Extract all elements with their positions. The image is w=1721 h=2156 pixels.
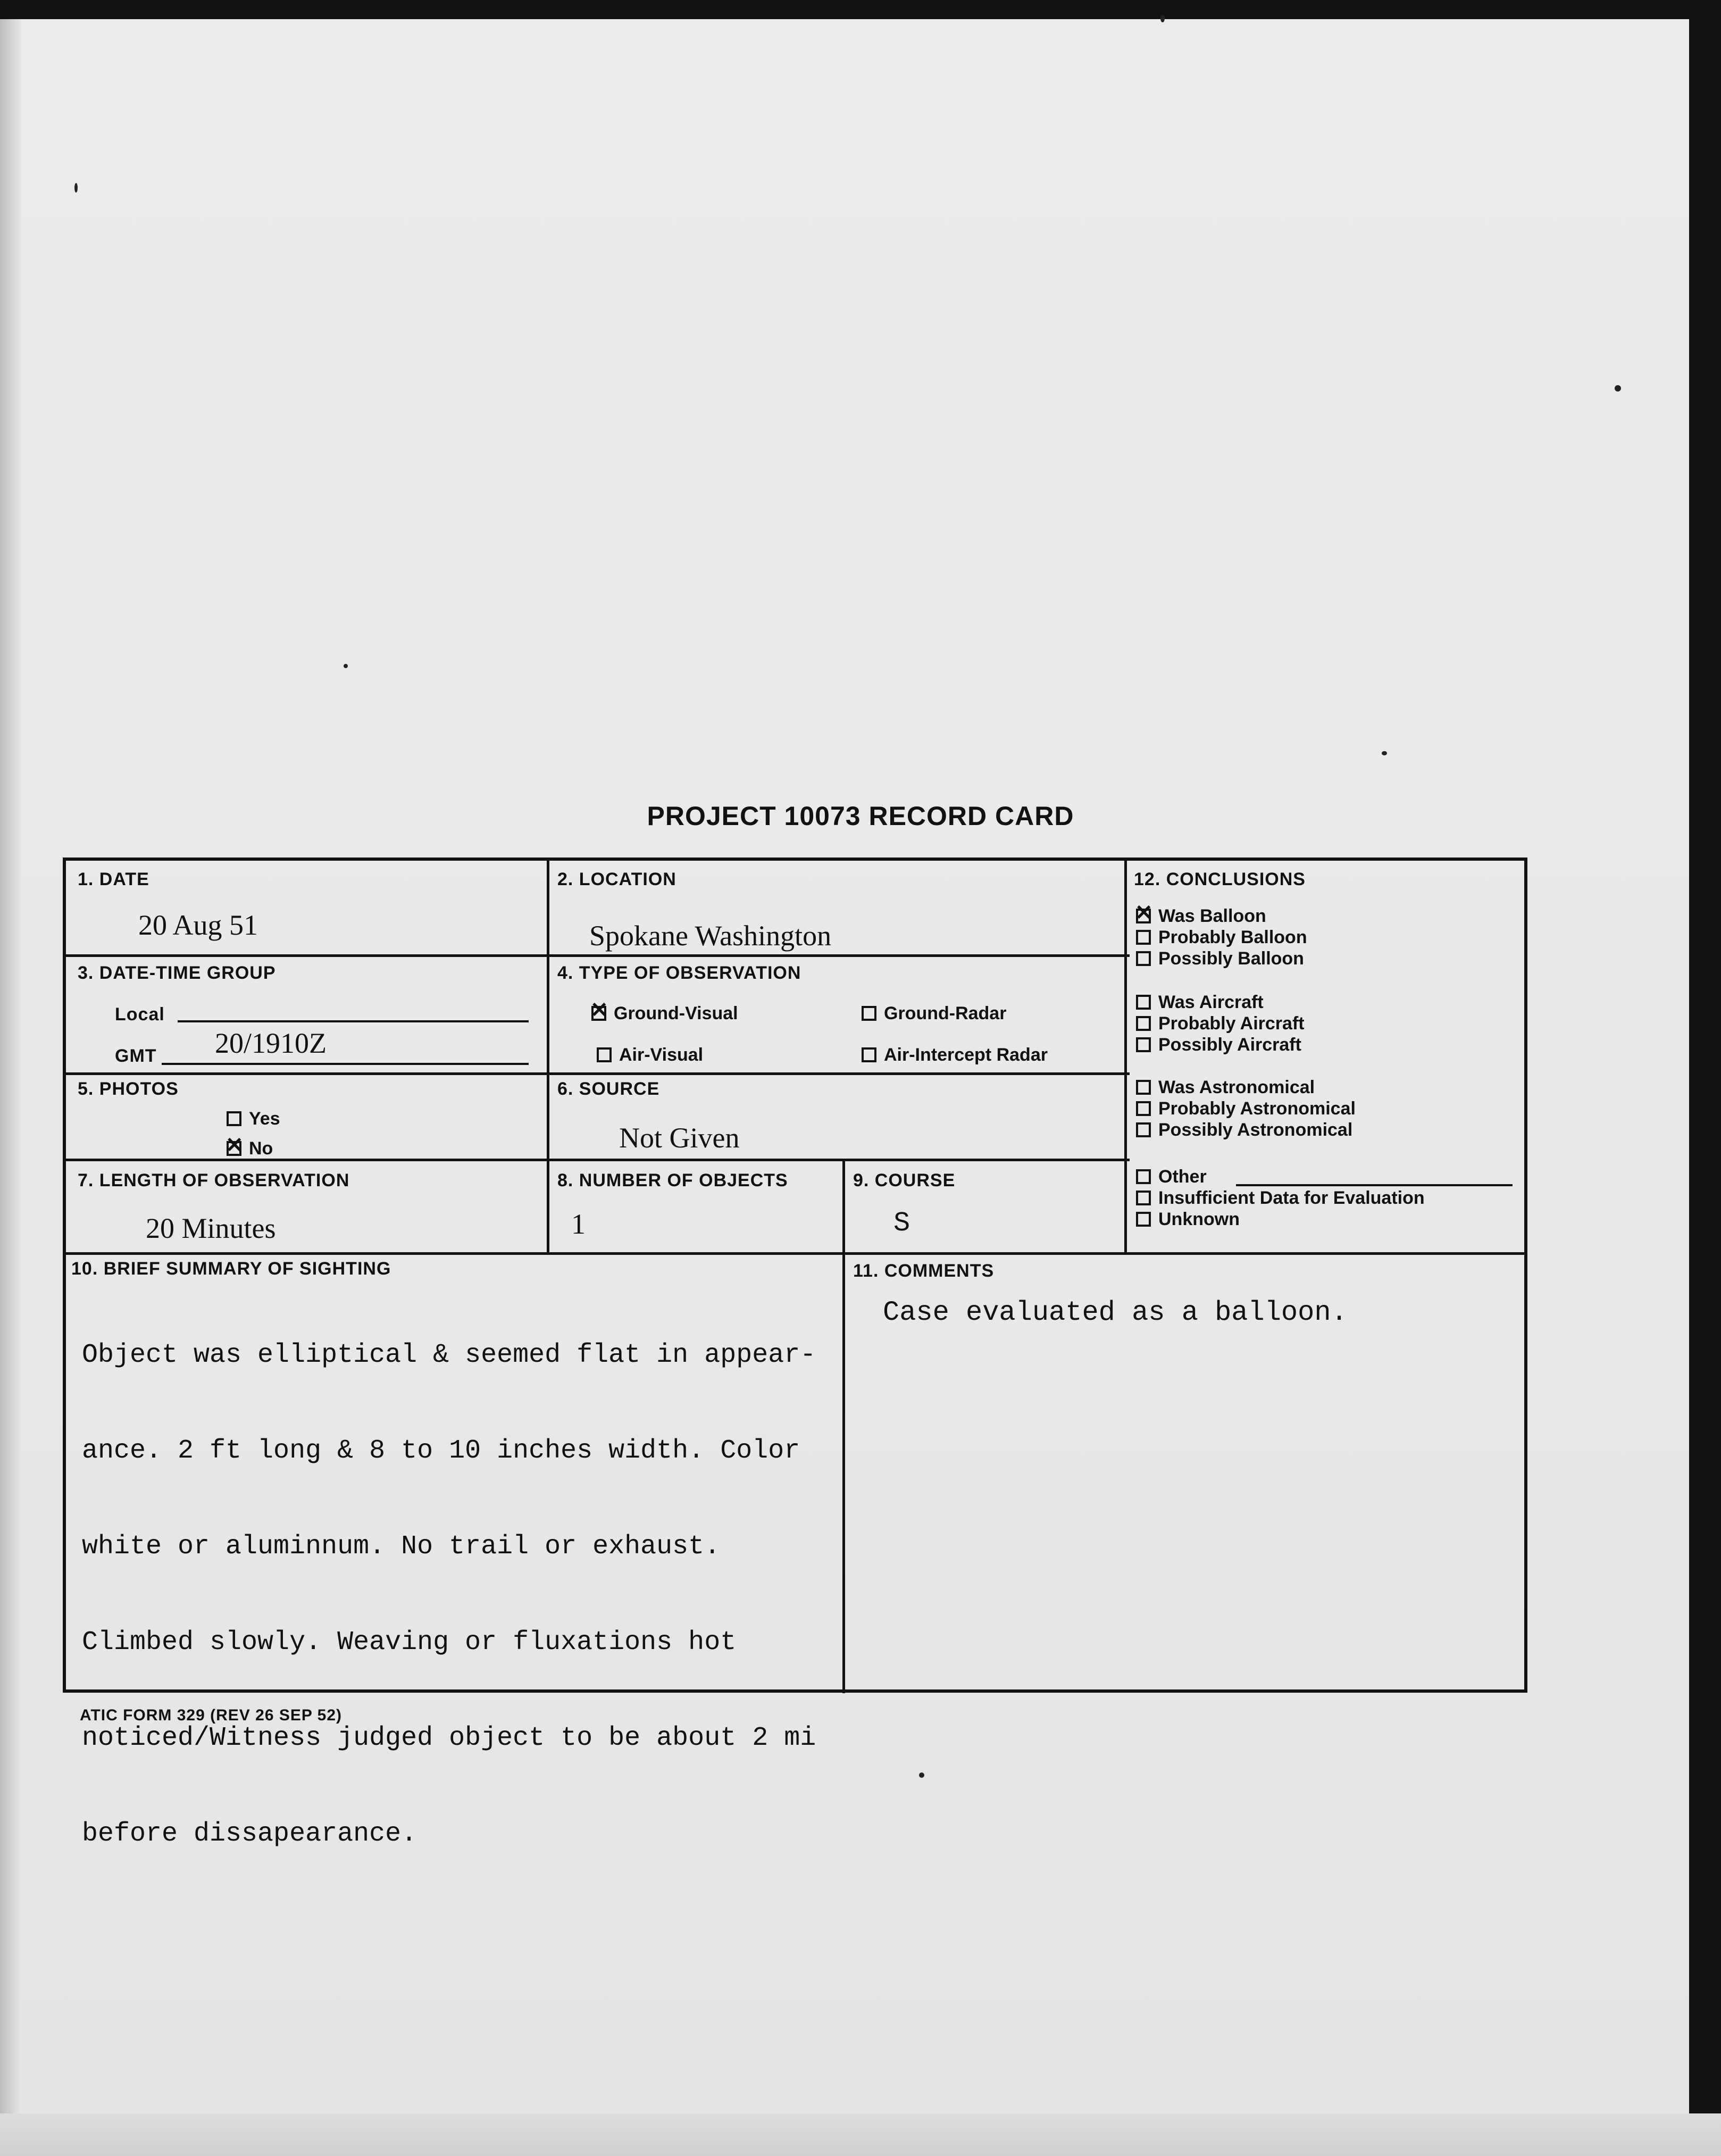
conclusion-was-balloon[interactable] [1136,905,1266,927]
conclusion-insufficient-data[interactable] [1136,1187,1425,1209]
col-divider [1124,861,1127,1252]
conclusion-label: Insufficient Data for Evaluation [1158,1188,1425,1208]
comments-label: 11. COMMENTS [853,1261,995,1281]
photos-label: 5. PHOTOS [78,1079,179,1099]
local-line [178,1020,529,1022]
checkbox[interactable] [1136,1037,1151,1052]
checkbox[interactable] [591,1006,606,1021]
date-value: 20 Aug 51 [138,909,258,941]
conclusions-list [1130,861,1523,1252]
length-label: 7. LENGTH OF OBSERVATION [78,1170,350,1191]
other-line [1236,1184,1513,1186]
source-value: Not Given [619,1122,740,1154]
location-value: Spokane Washington [589,920,832,952]
summary-label: 10. BRIEF SUMMARY OF SIGHTING [71,1259,391,1279]
summary-line: before dissapearance. [82,1819,417,1849]
checkbox[interactable] [862,1047,876,1062]
row-divider [66,1252,1526,1255]
checkbox[interactable] [1136,1191,1151,1205]
row-divider [66,1159,1130,1161]
source-label: 6. SOURCE [557,1079,660,1099]
date-label: 1. DATE [78,869,149,889]
checkbox[interactable] [1136,1101,1151,1116]
option-label: Air-Visual [619,1045,704,1065]
dust-speck [344,664,348,668]
col-divider [547,861,549,1252]
checkbox[interactable] [227,1141,241,1156]
comments-value: Case evaluated as a balloon. [883,1297,1348,1328]
summary-line: noticed/Witness judged object to be about 2 mi [82,1723,816,1753]
conclusion-label: Was Aircraft [1158,992,1264,1012]
conclusion-label: Probably Balloon [1158,927,1307,947]
conclusion-was-aircraft[interactable] [1136,992,1264,1013]
conclusion-label: Possibly Aircraft [1158,1035,1301,1055]
conclusion-probably-astronomical[interactable] [1136,1098,1356,1119]
scan-edge-right [1689,0,1721,2156]
gmt-value: 20/1910Z [215,1027,327,1059]
option-label: Ground-Radar [884,1003,1007,1023]
checkbox[interactable] [597,1047,612,1062]
dust-speck [1160,15,1165,22]
conclusion-label: Probably Astronomical [1158,1098,1356,1119]
checkbox[interactable] [1136,1016,1151,1031]
length-value: 20 Minutes [146,1212,276,1244]
checkbox[interactable] [227,1111,241,1126]
scan-edge-left [0,19,21,2156]
datetime-group-label: 3. DATE-TIME GROUP [78,963,276,983]
option-label: Air-Intercept Radar [884,1045,1048,1065]
conclusion-label: Was Astronomical [1158,1077,1315,1097]
summary-line: Climbed slowly. Weaving or fluxations hot [82,1627,737,1658]
course-label: 9. COURSE [853,1170,956,1191]
option-label: No [249,1138,273,1159]
conclusion-probably-balloon[interactable] [1136,927,1307,948]
conclusion-possibly-astronomical[interactable] [1136,1119,1352,1141]
observation-type-label: 4. TYPE OF OBSERVATION [557,963,801,983]
card-title: PROJECT 10073 RECORD CARD [647,801,1074,831]
checkbox[interactable] [1136,909,1151,923]
checkbox[interactable] [1136,1169,1151,1184]
summary-text [82,1276,816,1914]
conclusion-possibly-aircraft[interactable] [1136,1034,1301,1055]
location-label: 2. LOCATION [557,869,676,889]
conclusion-label: Was Balloon [1158,906,1266,926]
conclusion-label: Probably Aircraft [1158,1013,1305,1034]
gmt-line [162,1063,529,1065]
summary-line: white or aluminnum. No trail or exhaust. [82,1531,721,1562]
checkbox[interactable] [862,1006,876,1021]
conclusion-other[interactable] [1136,1166,1207,1187]
option-label: Yes [249,1109,280,1129]
dust-speck [74,183,78,193]
checkbox[interactable] [1136,995,1151,1010]
checkbox[interactable] [1136,951,1151,966]
checkbox[interactable] [1136,1080,1151,1095]
summary-line: Object was elliptical & seemed flat in appear- [82,1340,816,1370]
scan-edge-bottom [0,2113,1721,2156]
summary-line: ance. 2 ft long & 8 to 10 inches width. Color [82,1436,800,1466]
conclusions-label: 12. CONCLUSIONS [1134,869,1306,889]
conclusion-possibly-balloon[interactable] [1136,948,1304,969]
gmt-label: GMT [115,1046,157,1066]
conclusion-label: Possibly Astronomical [1158,1120,1353,1140]
option-ground-visual[interactable] [591,1003,738,1024]
local-label: Local [115,1004,165,1025]
number-objects-value: 1 [571,1208,586,1240]
col-divider [842,1159,845,1693]
scan-edge-top [0,0,1721,19]
option-label: Ground-Visual [614,1003,738,1023]
option-air-intercept-radar[interactable] [862,1045,1048,1065]
conclusion-was-astronomical[interactable] [1136,1077,1315,1098]
checkbox[interactable] [1136,1122,1151,1137]
photos-no[interactable] [227,1138,273,1159]
option-ground-radar[interactable] [862,1003,1006,1024]
dust-speck [1382,751,1387,755]
form-footer: ATIC FORM 329 (REV 26 SEP 52) [80,1707,342,1724]
dust-speck [919,1772,924,1778]
conclusion-unknown[interactable] [1136,1209,1240,1230]
number-objects-label: 8. NUMBER OF OBJECTS [557,1170,788,1191]
checkbox[interactable] [1136,930,1151,945]
conclusion-label: Unknown [1158,1209,1240,1229]
conclusion-label: Other [1158,1167,1207,1187]
dust-speck [1615,385,1621,392]
row-divider [66,1072,1130,1075]
conclusion-label: Possibly Balloon [1158,948,1304,969]
option-air-visual[interactable] [597,1045,703,1065]
checkbox[interactable] [1136,1212,1151,1227]
photos-yes[interactable] [227,1109,280,1129]
conclusion-probably-aircraft[interactable] [1136,1013,1305,1034]
row-divider [66,954,1130,957]
course-value: S [893,1208,910,1239]
